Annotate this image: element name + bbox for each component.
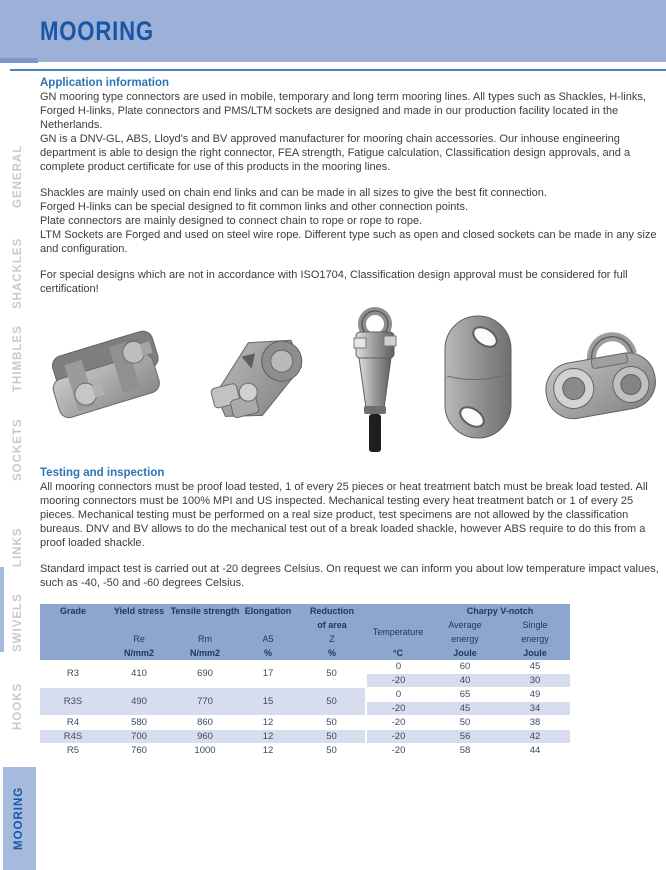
cell-tensile-strength: 690 [172, 660, 238, 688]
paragraph-line: Standard impact test is carried out at -20 degrees Celsius. On request we can inform you about low temperature impact values, such as -40, -50 and -60 degrees Celsius. [40, 563, 659, 589]
header-reduction-line2: of area [317, 620, 347, 630]
paragraph-block [40, 90, 662, 174]
cell-average-energy: 65 [430, 688, 500, 702]
paragraph-block [40, 562, 662, 590]
header-yield-unit: N/mm2 [123, 648, 154, 658]
cell-tensile-strength: 960 [172, 730, 238, 744]
header-elongation-symbol: A5 [262, 634, 274, 644]
paragraph-line: All mooring connectors must be proof load tested, 1 of every 25 pieces or heat treatment batch must be break load tested. All mooring connectors must be 100% MPI and US inspected. Mechanical testing every heat treatment batch or 1 of every 25 pieces. Mechanical testing must be performed on a real size product, test specimens are not allowed by the classification bureaus. DNV and BV allows to do the mechanical test out of a break loaded shackle, however ABS require to do this from a proof loaded shackle. [40, 481, 648, 549]
cell-temperature: -20 [366, 716, 430, 730]
header-average-energy: Average [448, 620, 482, 630]
paragraph-line: Forged H-links can be special designed to fit common links and other connection points. [40, 201, 469, 213]
cell-single-energy: 45 [500, 660, 570, 674]
cell-single-energy: 34 [500, 702, 570, 716]
cell-grade: R4S [40, 730, 106, 744]
application-heading: Application information [40, 77, 170, 89]
paragraph-line: Shackles are mainly used on chain end links and can be made in all sizes to give the best fit connection. [40, 187, 547, 199]
cell-tensile-strength: 770 [172, 688, 238, 716]
sidebar-item-sockets[interactable]: SOCKETS [12, 418, 24, 482]
cell-reduction-of-area: 50 [298, 660, 366, 688]
cell-yield-stress: 490 [106, 688, 172, 716]
cell-average-energy: 45 [430, 702, 500, 716]
application-information-section [40, 76, 662, 308]
product-image-h-link-connector [42, 312, 182, 447]
mechanical-properties-table [40, 604, 570, 758]
cell-elongation: 12 [238, 744, 298, 758]
header-single-energy-line2: energy [521, 634, 549, 644]
header-elongation-unit: % [263, 648, 272, 658]
table-row [40, 660, 570, 674]
header-single-energy-unit: Joule [523, 648, 547, 658]
table-row [40, 716, 570, 730]
cell-temperature: 0 [366, 660, 430, 674]
cell-grade: R4 [40, 716, 106, 730]
product-image-chain-connector [537, 312, 662, 447]
sidebar-item-mooring-active[interactable] [3, 767, 36, 870]
cell-average-energy: 50 [430, 716, 500, 730]
header-elongation: Elongation [244, 606, 292, 616]
cell-reduction-of-area: 50 [298, 688, 366, 716]
header-divider-rule [10, 69, 666, 71]
cell-temperature: -20 [366, 674, 430, 688]
product-image-ltm-socket [330, 304, 420, 454]
cell-average-energy: 60 [430, 660, 500, 674]
sidebar-item-thimbles[interactable]: THIMBLES [12, 325, 24, 393]
sidebar-item-shackles[interactable]: SHACKLES [12, 237, 24, 309]
testing-inspection-section [40, 466, 662, 602]
cell-temperature: -20 [366, 730, 430, 744]
product-image-plate-connector [433, 304, 523, 454]
cell-yield-stress: 700 [106, 730, 172, 744]
header-single-energy: Single [522, 620, 548, 630]
table-header [40, 604, 570, 660]
cell-average-energy: 56 [430, 730, 500, 744]
cell-elongation: 12 [238, 730, 298, 744]
header-tensile-unit: N/mm2 [189, 648, 220, 658]
paragraph-line: LTM Sockets are Forged and used on steel wire rope. Different type such as open and closed sockets can be made in any size and configuration. [40, 229, 657, 255]
cell-single-energy: 49 [500, 688, 570, 702]
header-tensile-symbol: Rm [198, 634, 212, 644]
cell-temperature: -20 [366, 744, 430, 758]
header-reduction: Reduction [310, 606, 354, 616]
cell-reduction-of-area: 50 [298, 716, 366, 730]
paragraph-line: Plate connectors are mainly designed to connect chain to rope or rope to rope. [40, 215, 423, 227]
paragraph-block [40, 186, 662, 256]
cell-yield-stress: 580 [106, 716, 172, 730]
product-image-forged-h-link [196, 312, 316, 447]
cell-grade: R5 [40, 744, 106, 758]
paragraph-block [40, 268, 662, 296]
header-reduction-unit: % [327, 648, 336, 658]
cell-temperature: 0 [366, 688, 430, 702]
sidebar-item-swivels[interactable]: SWIVELS [12, 593, 24, 653]
header-grade: Grade [59, 606, 86, 616]
product-image-row [42, 303, 662, 455]
sidebar-item-links[interactable]: LINKS [12, 527, 24, 567]
table-body-table [40, 660, 570, 758]
cell-tensile-strength: 1000 [172, 744, 238, 758]
table-body [40, 660, 570, 758]
cell-single-energy: 42 [500, 730, 570, 744]
header-average-energy-unit: Joule [453, 648, 477, 658]
page-title: MOORING [40, 16, 154, 46]
header-temperature: Temperature [372, 627, 424, 637]
paragraph-line: GN mooring type connectors are used in mobile, temporary and long term mooring lines. All types such as Shackles, H-links, Forged H-links, Plate connectors and PMS/LTM sockets are designed and made in our production facility located in the Netherlands. [40, 91, 646, 131]
header-charpy-v-notch: Charpy V-notch [466, 606, 534, 616]
sidebar-item-hooks[interactable]: HOOKS [12, 682, 24, 730]
header-tensile-strength: Tensile strength [170, 606, 240, 616]
testing-heading: Testing and inspection [40, 467, 165, 479]
cell-elongation: 12 [238, 716, 298, 730]
cell-elongation: 15 [238, 688, 298, 716]
section-tab-sidebar [0, 62, 36, 851]
header-average-energy-line2: energy [451, 634, 479, 644]
cell-reduction-of-area: 50 [298, 744, 366, 758]
sidebar-edge-strip [0, 567, 4, 652]
cell-grade: R3S [40, 688, 106, 716]
cell-single-energy: 44 [500, 744, 570, 758]
header-reduction-symbol: Z [329, 634, 335, 644]
header-yield-stress: Yield stress [113, 606, 165, 616]
table-row [40, 730, 570, 744]
cell-single-energy: 30 [500, 674, 570, 688]
table-row [40, 744, 570, 758]
cell-average-energy: 40 [430, 674, 500, 688]
sidebar-item-mooring-label: MOORING [13, 786, 25, 851]
cell-grade: R3 [40, 660, 106, 688]
cell-single-energy: 38 [500, 716, 570, 730]
cell-reduction-of-area: 50 [298, 730, 366, 744]
paragraph-line: GN is a DNV-GL, ABS, Lloyd's and BV approved manufacturer for mooring chain accessories. Our inhouse engineering department is able to design the right connector, FEA strength, Fatigue calculation, Classification design approvals, and a complete product certificate for use of this products in the mooring lines. [40, 133, 631, 173]
paragraph-line: For special designs which are not in accordance with ISO1704, Classification design approval must be considered for full certification! [40, 269, 628, 295]
cell-elongation: 17 [238, 660, 298, 688]
header-temperature-unit: °C [392, 648, 404, 658]
sidebar-item-general[interactable]: GENERAL [12, 144, 24, 208]
paragraph-block [40, 480, 662, 550]
cell-yield-stress: 410 [106, 660, 172, 688]
page-header-band [0, 0, 666, 62]
header-yield-symbol: Re [133, 634, 145, 644]
cell-tensile-strength: 860 [172, 716, 238, 730]
cell-temperature: -20 [366, 702, 430, 716]
cell-average-energy: 58 [430, 744, 500, 758]
cell-yield-stress: 760 [106, 744, 172, 758]
table-row [40, 688, 570, 702]
